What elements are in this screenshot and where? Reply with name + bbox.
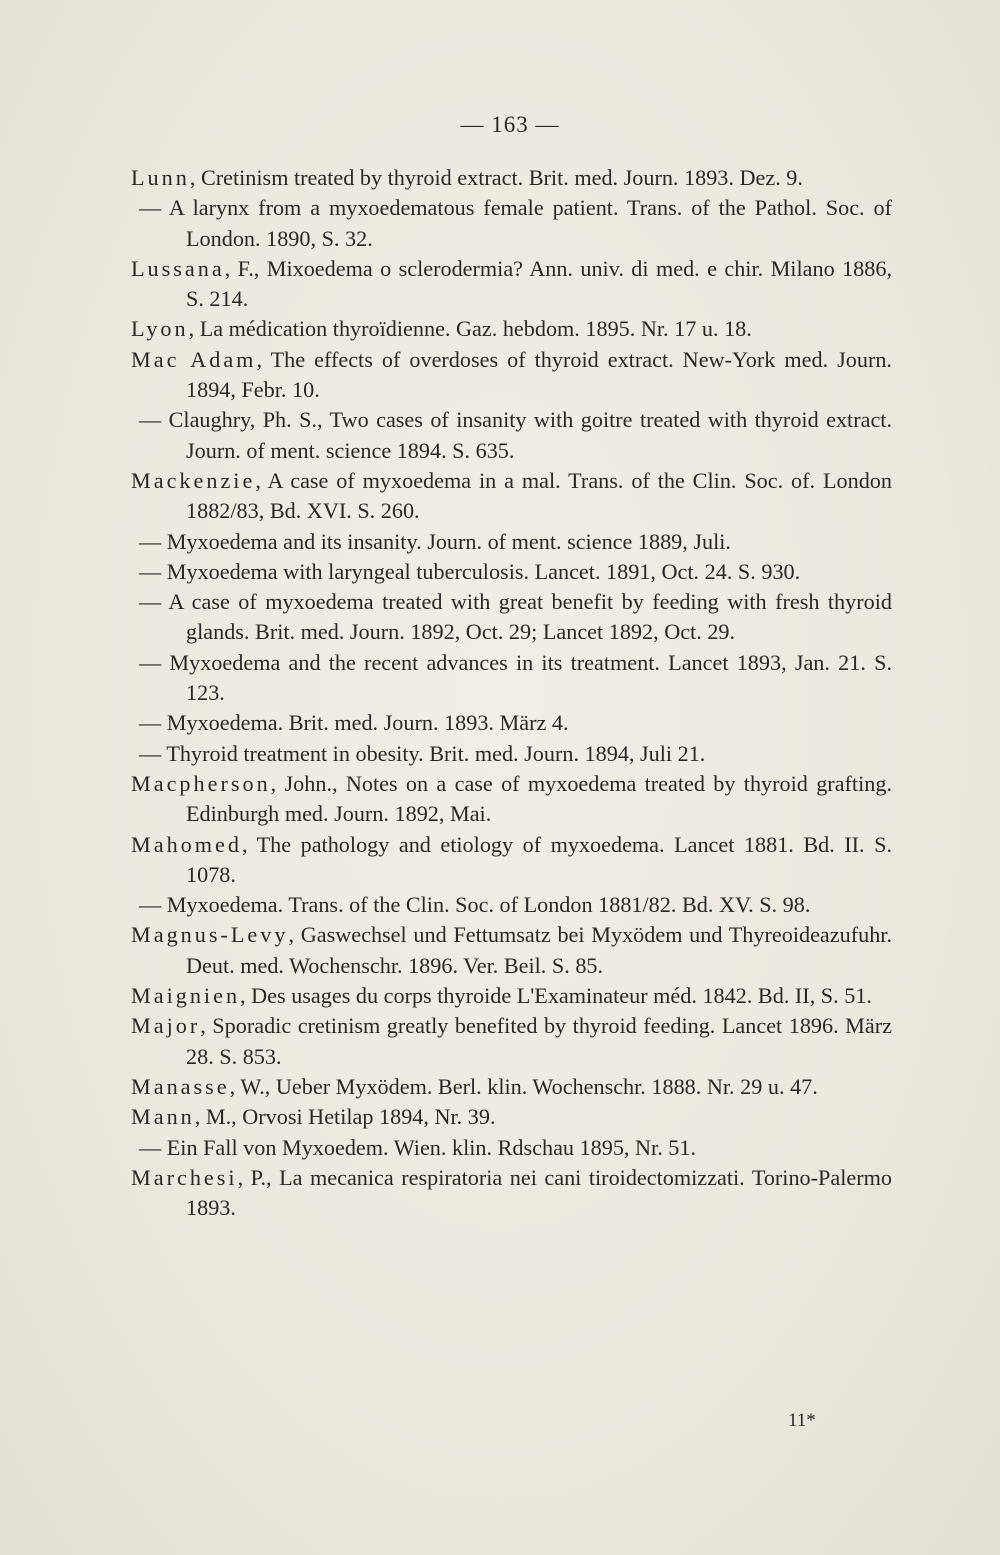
- bibliography-entry: [131, 466, 892, 527]
- bibliography-entry: [131, 708, 892, 738]
- entry-author: Manasse: [131, 1073, 230, 1099]
- entry-author: Macpherson: [131, 770, 271, 796]
- entry-author: Lyon: [131, 316, 189, 342]
- entry-text: — A case of myxoedema treated with great benefit by feeding with fresh thyroid glands. Brit. med. Journ. 1892, Oct. 29; Lancet 1892, Oct. 29.: [139, 589, 892, 645]
- entry-text: , W., Ueber Myxödem. Berl. klin. Wochenschr. 1888. Nr. 29 u. 47.: [229, 1073, 818, 1099]
- bibliography-entry: [131, 648, 892, 709]
- bibliography-entry: [131, 890, 892, 920]
- entry-text: — Myxoedema with laryngeal tuberculosis. Lancet. 1891, Oct. 24. S. 930.: [139, 558, 801, 584]
- entry-text: , Sporadic cretinism greatly benefited by thyroid feeding. Lancet 1896. März 28. S. 853.: [186, 1013, 892, 1069]
- bibliography-entry: [131, 1072, 892, 1102]
- entry-text: — Claughry, Ph. S., Two cases of insanity with goitre treated with thyroid extract. Journ. of ment. science 1894. S. 635.: [139, 407, 892, 463]
- bibliography-entry: [131, 981, 892, 1011]
- bibliography-list: [131, 163, 892, 1223]
- bibliography-entry: [131, 830, 892, 891]
- entry-author: Major: [131, 1013, 201, 1039]
- entry-text: — Myxoedema and the recent advances in its treatment. Lancet 1893, Jan. 21. S. 123.: [139, 649, 892, 706]
- entry-author: Magnus-Levy: [131, 922, 289, 948]
- entry-author: Mahomed: [131, 831, 242, 857]
- bibliography-entry: [131, 739, 892, 769]
- entry-author: Mackenzie: [131, 467, 256, 493]
- entry-author: Marchesi: [131, 1164, 238, 1190]
- entry-text: , M., Orvosi Hetilap 1894, Nr. 39.: [194, 1104, 496, 1130]
- bibliography-entry: [131, 1133, 892, 1163]
- bibliography-entry: [131, 405, 892, 466]
- entry-text: — Myxoedema. Trans. of the Clin. Soc. of London 1881/82. Bd. XV. S. 98.: [139, 892, 811, 918]
- page-number: — 163 —: [460, 112, 560, 137]
- entry-text: , La médication thyroïdienne. Gaz. hebdom. 1895. Nr. 17 u. 18.: [188, 316, 752, 342]
- bibliography-entry: [131, 587, 892, 648]
- bibliography-entry: [131, 193, 892, 254]
- entry-text: , Cretinism treated by thyroid extract. Brit. med. Journ. 1893. Dez. 9.: [189, 165, 803, 190]
- entry-text: , The pathology and etiology of myxoedema. Lancet 1881. Bd. II. S. 1078.: [186, 831, 892, 887]
- entry-author: Mann: [131, 1104, 195, 1130]
- entry-text: , F., Mixoedema o sclerodermia? Ann. univ. di med. e chir. Milano 1886, S. 214.: [186, 255, 892, 312]
- entry-text: — Thyroid treatment in obesity. Brit. med. Journ. 1894, Juli 21.: [139, 740, 706, 766]
- entry-author: Mac Adam: [131, 346, 257, 372]
- bibliography-entry: [131, 920, 892, 981]
- entry-text: , Des usages du corps thyroide L'Examinateur méd. 1842. Bd. II, S. 51.: [240, 983, 872, 1009]
- entry-text: , A case of myxoedema in a mal. Trans. of the Clin. Soc. of. London 1882/83, Bd. XVI. S. 260.: [186, 467, 892, 524]
- entry-text: , Gaswechsel und Fettumsatz bei Myxödem und Thyreoideazufuhr. Deut. med. Wochenschr. 1896. Ver. Beil. S. 85.: [186, 922, 892, 978]
- entry-text: , P., La mecanica respiratoria nei cani tiroidectomizzati. Torino-Palermo 1893.: [186, 1164, 892, 1221]
- printer-signature: 11*: [788, 1410, 816, 1431]
- bibliography-entry: [131, 345, 892, 406]
- bibliography-entry: [131, 1163, 892, 1224]
- entry-text: — Ein Fall von Myxoedem. Wien. klin. Rdschau 1895, Nr. 51.: [139, 1134, 697, 1160]
- bibliography-entry: [131, 769, 892, 830]
- bibliography-entry: [131, 163, 892, 193]
- entry-author: Lunn: [131, 165, 190, 190]
- bibliography-entry: [131, 557, 892, 587]
- bibliography-entry: [131, 1011, 892, 1072]
- entry-text: — Myxoedema. Brit. med. Journ. 1893. März 4.: [139, 710, 569, 736]
- bibliography-entry: [131, 527, 892, 557]
- entry-text: — Myxoedema and its insanity. Journ. of ment. science 1889, Juli.: [139, 528, 731, 554]
- bibliography-entry: [131, 254, 892, 315]
- entry-text: — A larynx from a myxoedematous female patient. Trans. of the Pathol. Soc. of London. 1890, S. 32.: [139, 195, 892, 251]
- entry-text: , John., Notes on a case of myxoedema treated by thyroid grafting. Edinburgh med. Journ. 1892, Mai.: [186, 770, 892, 827]
- bibliography-entry: [131, 314, 892, 344]
- entry-author: Maignien: [131, 983, 241, 1009]
- entry-author: Lussana: [131, 255, 225, 281]
- entry-text: , The effects of overdoses of thyroid extract. New-York med. Journ. 1894, Febr. 10.: [186, 346, 892, 403]
- bibliography-entry: [131, 1102, 892, 1132]
